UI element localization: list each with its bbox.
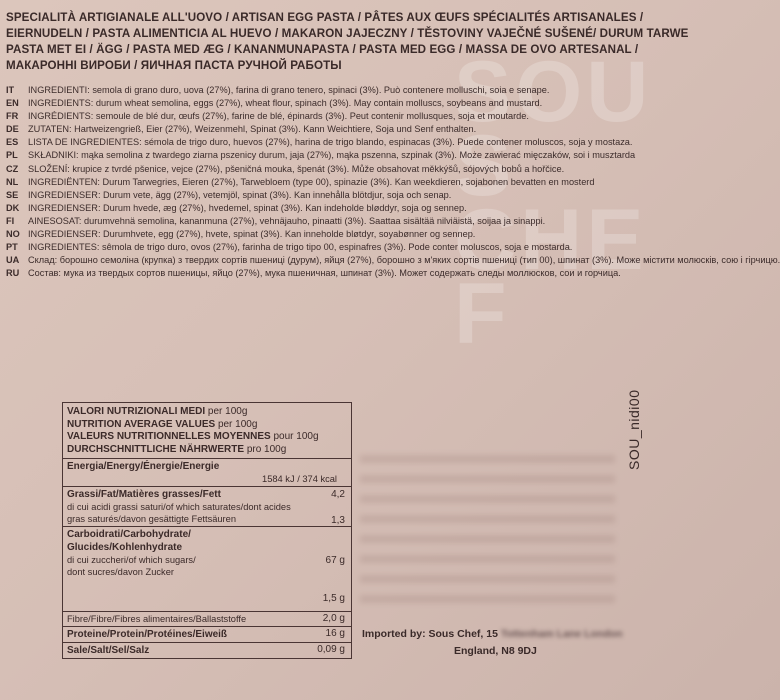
nutrition-header-label: VALEURS NUTRITIONNELLES MOYENNES	[67, 431, 271, 442]
fat-value: 4,2	[331, 489, 345, 500]
ingredient-text: INGREDIENTI: semola di grano duro, uova (27%), farina di grano tenero, spinaci (3%). Può contenere molluschi, soia e senape.	[28, 85, 550, 95]
ingredient-line-dk	[6, 202, 700, 215]
ingredient-text: AINESOSAT: durumvehnä semolina, kananmuna (27%), vehnäjauho, pinaatti (3%). Saattaa sisältää nilviäistä, soijaa ja sinappi.	[28, 215, 546, 226]
language-code: UA	[6, 255, 20, 266]
ingredient-text: ZUTATEN: Hartweizengrieß, Eier (27%), Weizenmehl, Spinat (3%). Kann Weichtiere, Soja und Senf enthalten.	[28, 124, 477, 135]
salt-label: Sale/Salt/Sel/Salz	[67, 645, 150, 656]
ingredient-text: INGRÉDIENTS: semoule de blé dur, œufs (27%), farine de blé, épinards (3%). Peut contenir mollusques, soja et moutarde.	[28, 111, 529, 122]
ingredient-text: INGREDIENSER: Durumhvete, egg (27%), hvete, spinat (3%). Kan inneholde bløtdyr, soyabønner og sennep.	[28, 229, 476, 240]
nutrition-table-header	[63, 403, 351, 459]
language-code: FR	[6, 111, 19, 122]
carb-value: 67 g	[325, 555, 345, 566]
language-code: DK	[6, 202, 20, 213]
importer-info	[362, 626, 623, 660]
brand-watermark: SOUS CHEF	[454, 44, 653, 362]
ingredient-text: SKŁADNIKI: mąka semolina z twardego ziarna pszenicy durum, jaja (27%), mąka pszenna, szpinak (3%). Może zawierać mięczaków, soi i musztarda	[28, 150, 636, 161]
sugar-value: 1,5 g	[322, 593, 345, 604]
language-code: PT	[6, 242, 18, 253]
nutrition-header-per: pour 100g	[273, 431, 319, 442]
ingredient-text: INGREDIENTS: durum wheat semolina, eggs (27%), wheat flour, spinach (3%). May contain molluscs, soybeans and mustard.	[28, 98, 543, 109]
protein-value: 16 g	[325, 628, 345, 639]
language-code: DE	[6, 124, 19, 135]
importer-line-1: Imported by: Sous Chef, 15	[362, 628, 498, 640]
sugar-label-2: dont sucres/davon Zucker	[67, 567, 174, 577]
ingredient-text: SLOŽENÍ: krupice z tvrdé pšenice, vejce (27%), pšeničná mouka, špenát (3%). Může obsahovat měkkýšů, sójových bobů a hořčice.	[28, 163, 565, 174]
language-code: PL	[6, 150, 18, 161]
ingredient-line-de	[6, 123, 700, 136]
ingredient-line-es	[6, 136, 700, 149]
ingredient-line-fi	[6, 215, 700, 228]
language-code: IT	[6, 85, 15, 95]
nutrition-header-label: NUTRITION AVERAGE VALUES	[67, 418, 216, 430]
protein-label: Proteine/Protein/Protéines/Eiweiß	[67, 629, 228, 640]
energy-label: Energia/Energy/Énergie/Energie	[67, 461, 220, 472]
language-code: EN	[6, 98, 19, 109]
saturates-value: 1,3	[331, 515, 345, 526]
ingredient-line-pt	[6, 241, 700, 254]
salt-row	[63, 643, 351, 658]
ingredient-text: Состав: мука из твердых сортов пшеницы, яйцо (27%), мука пшеничная, шпинат (3%). Может содержать следы моллюсков, сои и горчица.	[28, 268, 621, 279]
fat-row	[63, 487, 351, 527]
importer-line-2: England, N8 9DJ	[454, 645, 537, 657]
blurred-label-area	[360, 455, 615, 605]
ingredient-text: INGREDIENTES: sêmola de trigo duro, ovos (27%), farinha de trigo tipo 00, espinafres (3%). Pode conter moluscos, soja e mostarda.	[28, 242, 573, 253]
importer-address-blurred: Tottenham Lane London	[500, 628, 623, 640]
fibre-label: Fibre/Fibre/Fibres alimentaires/Ballaststoffe	[67, 614, 247, 624]
ingredient-text: Склад: борошно семоліна (крупка) з твердих сортів пшениці (дурум), яйця (27%), борошно з м'яких сортів пшениці (тип 00), шпинат (3%). Може містити молюсків, сою і гірчицю.	[28, 255, 780, 266]
nutrition-header-label: VALORI NUTRIZIONALI MEDI	[67, 406, 206, 417]
language-code: FI	[6, 215, 15, 226]
fibre-row	[63, 612, 351, 627]
fat-label: Grassi/Fat/Matières grasses/Fett	[67, 489, 221, 500]
nutrition-table	[62, 402, 352, 659]
ingredient-text: LISTA DE INGREDIENTES: sémola de trigo duro, huevos (27%), harina de trigo blando, espinacas (3%). Puede contener moluscos, soja y mostaza.	[28, 137, 633, 148]
nutrition-header-per: pro 100g	[246, 443, 287, 455]
language-code: NO	[6, 229, 20, 240]
language-code: SE	[6, 189, 19, 200]
ingredient-line-no	[6, 228, 700, 241]
ingredient-line-nl	[6, 176, 700, 189]
ingredient-text: INGREDIENSER: Durum vete, ägg (27%), vetemjöl, spinat (3%). Kan innehålla blötdjur, soja och senap.	[28, 189, 452, 200]
salt-value: 0,09 g	[317, 644, 345, 655]
carb-label-1: Carboidrati/Carbohydrate/	[67, 529, 191, 540]
language-code: CZ	[6, 163, 19, 174]
nutrition-header-line	[67, 419, 347, 432]
protein-row	[63, 627, 351, 643]
ingredients-list	[6, 84, 780, 280]
sugar-label-1: di cui zuccheri/of which sugars/	[67, 555, 196, 565]
energy-row	[63, 459, 351, 487]
language-code: ES	[6, 137, 19, 148]
ingredient-line-pl	[6, 149, 700, 162]
nutrition-header-line	[67, 431, 347, 444]
ingredient-line-it	[6, 84, 700, 97]
language-code: RU	[6, 268, 20, 279]
fibre-value: 2,0 g	[322, 613, 345, 624]
ingredient-line-fr	[6, 110, 700, 123]
nutrition-header-line	[67, 406, 347, 419]
product-code-vertical: SOU_nidi00	[626, 389, 642, 470]
language-code: NL	[6, 176, 19, 187]
ingredient-text: INGREDIËNTEN: Durum Tarwegries, Eieren (27%), Tarwebloem (type 00), spinazie (3%). Kan weekdieren, sojabonen bevatten en mosterd	[28, 176, 595, 187]
ingredient-line-ru	[6, 267, 700, 280]
ingredient-line-en	[6, 97, 700, 110]
ingredient-text: INGREDIENSER: Durum hvede, æg (27%), hvedemel, spinat (3%). Kan indeholde bløddyr, soja og sennep.	[28, 202, 467, 213]
nutrition-header-line	[67, 444, 347, 457]
saturates-label-1: di cui acidi grassi saturi/of which saturates/dont acides	[67, 502, 291, 512]
nutrition-header-label: DURCHSCHNITTLICHE NÄHRWERTE	[67, 443, 245, 455]
ingredient-line-se	[6, 189, 700, 202]
product-title-header: SPECIALITÀ ARTIGIANALE ALL'UOVO / ARTISAN EGG PASTA / PÂTES AUX ŒUFS SPÉCIALITÉS ARTISANALES / EIERNUDELN / PASTA ALIMENTICIA AL HUEVO / MAKARON JAJECZNY / TĚSTOVINY VAJEČNÉ SUŠENÉ/ DURUM TARWE PASTA MET EI / ÄGG / PASTA MED ÆG / KANANMUNAPASTA / PASTA MED EGG / MASSA DE OVO ARTESANAL / МАКАРОННІ ВИРОБИ / ЯИЧНАЯ ПАСТА РУЧНОЙ РАБОТЫ	[6, 11, 689, 72]
carbohydrate-row	[63, 527, 351, 612]
saturates-label-2: gras saturés/davon gesättigte Fettsäuren	[67, 514, 236, 524]
ingredient-line-cz	[6, 163, 700, 176]
nutrition-header-per: per 100g	[217, 418, 258, 430]
nutrition-header-per: per 100g	[207, 406, 248, 417]
ingredient-line-ua	[6, 254, 780, 267]
carb-label-2: Glucides/Kohlenhydrate	[67, 542, 183, 553]
energy-value: 1584 kJ / 374 kcal	[262, 474, 337, 484]
